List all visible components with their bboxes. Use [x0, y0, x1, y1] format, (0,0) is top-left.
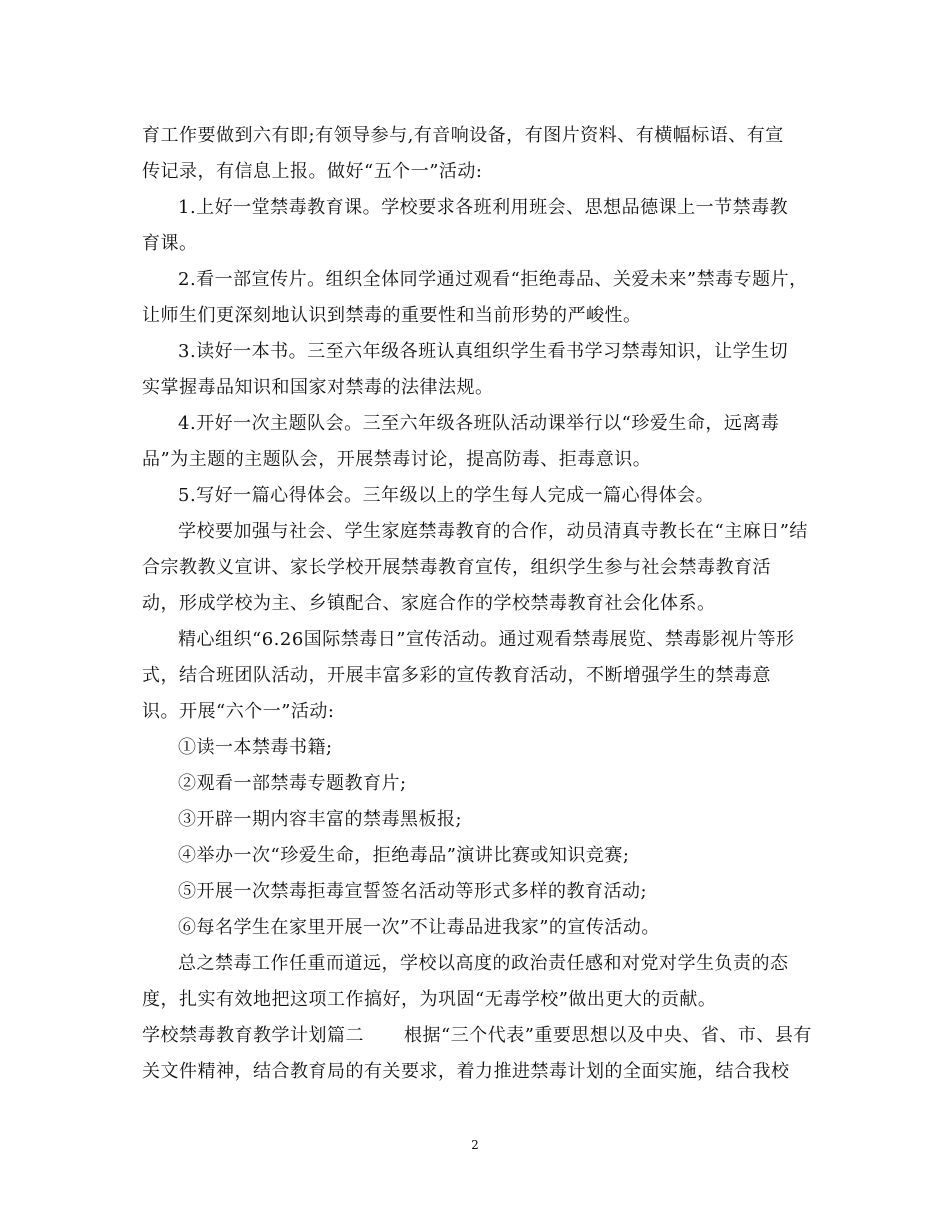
page-number: 2: [471, 1138, 479, 1152]
section-continuation: 根据“三个代表”重要思想以及中央、省、市、县有: [404, 1025, 812, 1046]
list-item: ③开辟一期内容丰富的禁毒黑板报;: [178, 809, 463, 830]
list-item: ⑤开展一次禁毒拒毒宣誓签名活动等形式多样的教育活动;: [178, 881, 648, 902]
text-line: 关文件精神，结合教育局的有关要求，着力推进禁毒计划的全面实施，结合我校: [142, 1061, 790, 1082]
list-item: 2.看一部宣传片。组织全体同学通过观看“拒绝毒品、关爱未来”禁毒专题片，: [178, 269, 808, 290]
document-body: [142, 118, 822, 1090]
list-item: ①读一本禁毒书籍;: [178, 737, 333, 758]
text-line: 育课。: [142, 233, 198, 254]
text-line: 品”为主题的主题队会，开展禁毒讨论，提高防毒、拒毒意识。: [142, 449, 652, 470]
paragraph-start: 总之禁毒工作任重而道远，学校以高度的政治责任感和对党对学生负责的态: [178, 953, 789, 974]
list-item: 5.写好一篇心得体会。三年级以上的学生每人完成一篇心得体会。: [178, 485, 715, 506]
text-line: 度，扎实有效地把这项工作搞好，为巩固“无毒学校”做出更大的贡献。: [142, 989, 717, 1010]
paragraph-start: 精心组织“6.26国际禁毒日”宣传活动。通过观看禁毒展览、禁毒影视片等形: [178, 629, 795, 650]
list-item: 1.上好一堂禁毒教育课。学校要求各班利用班会、思想品德课上一节禁毒教: [178, 197, 789, 218]
list-item: 3.读好一本书。三至六年级各班认真组织学生看书学习禁毒知识，让学生切: [178, 341, 789, 362]
text-line: 实掌握毒品知识和国家对禁毒的法律法规。: [142, 377, 494, 398]
paragraph-start: 学校要加强与社会、学生家庭禁毒教育的合作，动员清真寺教长在“主麻日”结: [178, 521, 808, 542]
list-item: ⑥每名学生在家里开展一次”不让毒品进我家”的宣传活动。: [178, 917, 660, 938]
list-item: 4.开好一次主题队会。三至六年级各班队活动课举行以“珍爱生命，远离毒: [178, 413, 780, 434]
text-line: 育工作要做到六有即;有领导参与,有音响设备，有图片资料、有横幅标语、有宣: [142, 125, 784, 146]
list-item: ②观看一部禁毒专题教育片;: [178, 773, 407, 794]
text-line: 识。开展“六个一”活动:: [142, 701, 335, 722]
text-line: 传记录，有信息上报。做好“五个一”活动:: [142, 161, 483, 182]
section-title: 学校禁毒教育教学计划篇二: [142, 1025, 364, 1046]
section-heading-line: [142, 1018, 822, 1054]
text-line: 式，结合班团队活动，开展丰富多彩的宣传教育活动，不断增强学生的禁毒意: [142, 665, 771, 686]
text-line: 动，形成学校为主、乡镇配合、家庭合作的学校禁毒教育社会化体系。: [142, 593, 716, 614]
list-item: ④举办一次“珍爱生命，拒绝毒品”演讲比赛或知识竞赛;: [178, 845, 630, 866]
text-line: 让师生们更深刻地认识到禁毒的重要性和当前形势的严峻性。: [142, 305, 642, 326]
text-line: 合宗教教义宣讲、家长学校开展禁毒教育宣传，组织学生参与社会禁毒教育活: [142, 557, 771, 578]
